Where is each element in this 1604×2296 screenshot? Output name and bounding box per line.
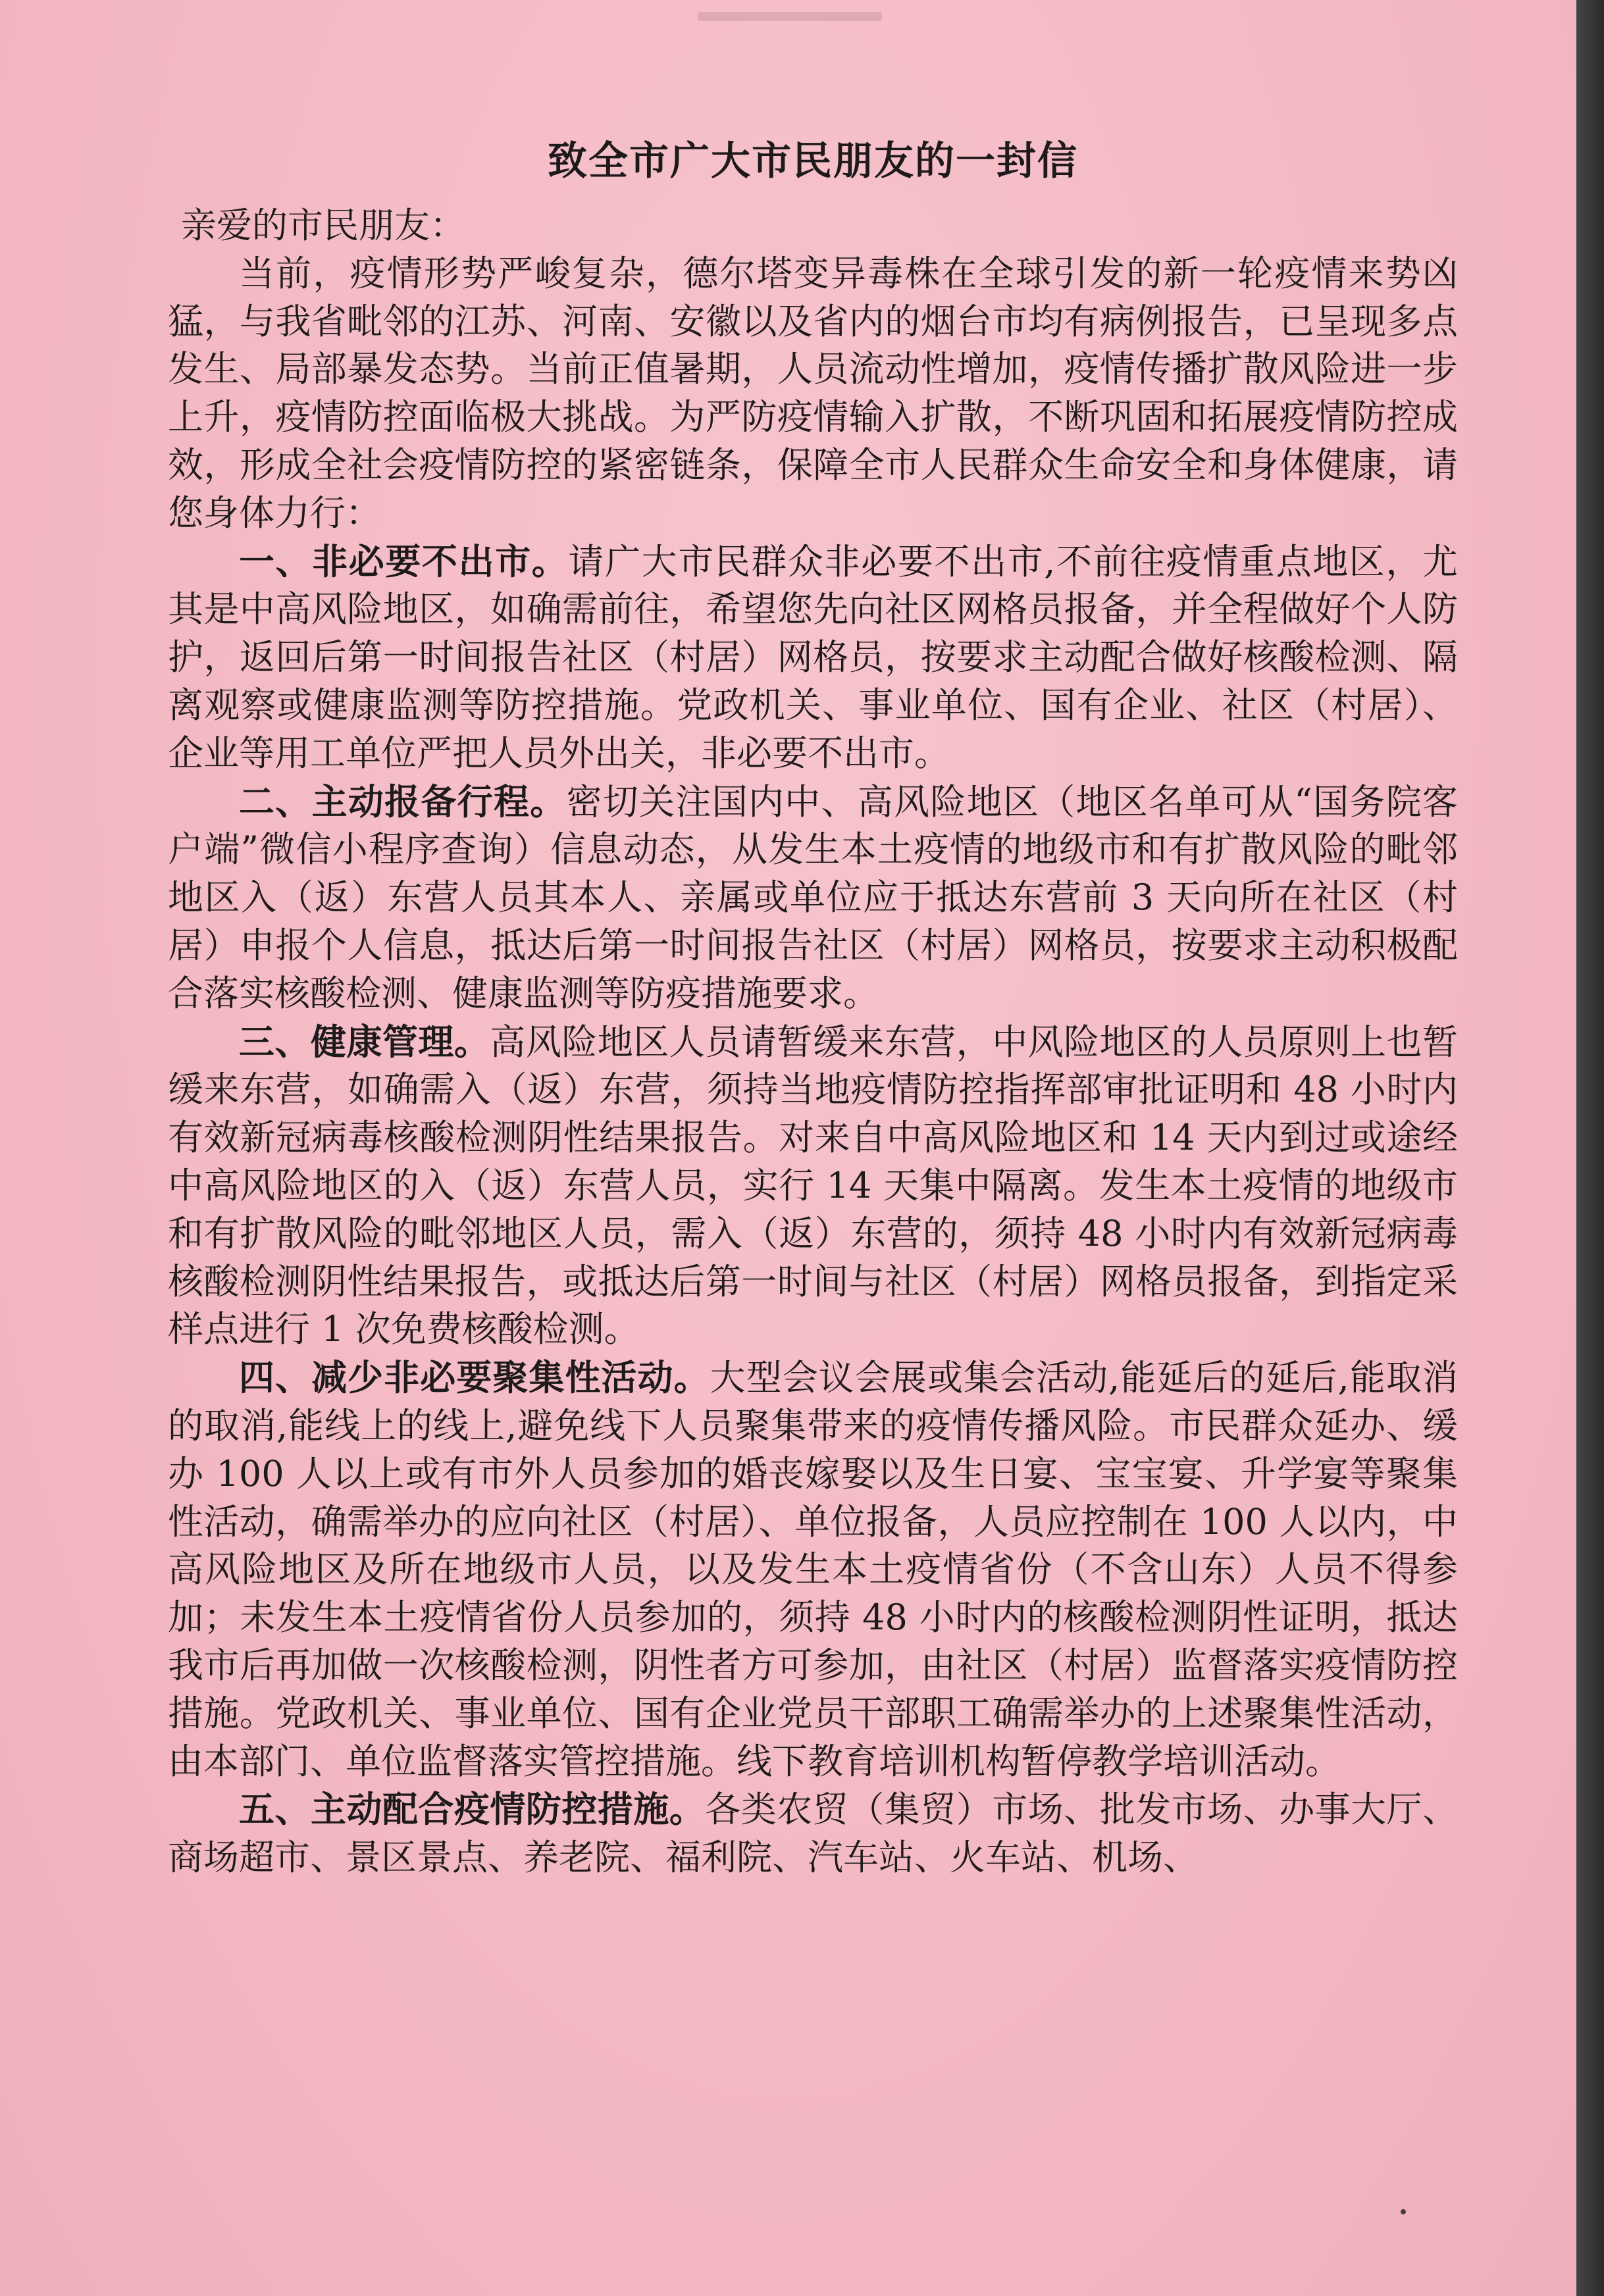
section-1-body: 请广大市民群众非必要不出市,不前往疫情重点地区，尤其是中高风险地区，如确需前往，希望您先向社区网格员报备，并全程做好个人防护，返回后第一时间报告社区（村居）网格员，按要求主动配合做好核酸检测、隔离观察或健康监测等防控措施。党政机关、事业单位、国有企业、社区（村居）、企业等用工单位严把人员外出关，非必要不出市。 bbox=[168, 540, 1459, 774]
section-4 bbox=[168, 1354, 1458, 1785]
section-3-heading: 三、健康管理。 bbox=[239, 1020, 490, 1063]
section-2-body: 密切关注国内中、高风险地区（地区名单可从“国务院客户端”微信小程序查询）信息动态，从发生本土疫情的地级市和有扩散风险的毗邻地区入（返）东营人员其本人、亲属或单位应于抵达东营前 3 天向所在社区（村居）申报个人信息，抵达后第一时间报告社区（村居）网格员，按要求主动积极配合落实核酸检测、健康监测等防疫措施要求。 bbox=[168, 780, 1458, 1014]
top-smudge bbox=[698, 12, 882, 21]
section-3 bbox=[168, 1018, 1458, 1354]
letter-body bbox=[168, 128, 1458, 1882]
section-4-heading: 四、减少非必要聚集性活动。 bbox=[239, 1356, 710, 1399]
section-1 bbox=[168, 538, 1458, 778]
section-1-heading: 一、非必要不出市。 bbox=[239, 540, 569, 582]
background-edge bbox=[1576, 0, 1604, 2296]
section-3-body: 高风险地区人员请暂缓来东营，中风险地区的人员原则上也暂缓来东营，如确需入（返）东营，须持当地疫情防控指挥部审批证明和 48 小时内有效新冠病毒核酸检测阴性结果报告。对来自中高风险地区和 14 天内到过或途经中高风险地区的入（返）东营人员，实行 14 天集中隔离。发生本土疫情的地级市和有扩散风险的毗邻地区人员，需入（返）东营的，须持 48 小时内有效新冠病毒核酸检测阴性结果报告，或抵达后第一时间与社区（村居）网格员报备，到指定采样点进行 1 次免费核酸检测。 bbox=[168, 1021, 1459, 1350]
letter-title: 致全市广大市民朋友的一封信 bbox=[548, 138, 1078, 184]
section-5-heading: 五、主动配合疫情防控措施。 bbox=[239, 1788, 706, 1831]
section-5-body: 各类农贸（集贸）市场、批发市场、办事大厅、商场超市、景区景点、养老院、福利院、汽车站、火车站、机场、 bbox=[168, 1789, 1459, 1879]
section-4-body: 大型会议会展或集会活动,能延后的延后,能取消的取消,能线上的线上,避免线下人员聚集带来的疫情传播风险。市民群众延办、缓办 100 人以上或有市外人员参加的婚丧嫁娶以及生日宴、宝宝宴、升学宴等聚集性活动，确需举办的应向社区（村居）、单位报备，人员应控制在 100 人以内，中高风险地区及所在地级市人员，以及发生本土疫情省份（不含山东）人员不得参加；未发生本土疫情省份人员参加的，须持 48 小时内的核酸检测阴性证明，抵达我市后再加做一次核酸检测，阴性者方可参加，由社区（村居）监督落实疫情防控措施。党政机关、事业单位、国有企业党员干部职工确需举办的上述聚集性活动，由本部门、单位监督落实管控措施。线下教育培训机构暂停教学培训活动。 bbox=[168, 1357, 1458, 1782]
section-5 bbox=[168, 1785, 1458, 1882]
ink-dot bbox=[1401, 2209, 1406, 2214]
salutation: 亲爱的市民朋友： bbox=[181, 205, 465, 246]
section-2 bbox=[168, 778, 1458, 1018]
section-2-heading: 二、主动报备行程。 bbox=[239, 780, 567, 823]
intro-paragraph: 当前，疫情形势严峻复杂，德尔塔变异毒株在全球引发的新一轮疫情来势凶猛，与我省毗邻的江苏、河南、安徽以及省内的烟台市均有病例报告，已呈现多点发生、局部暴发态势。当前正值暑期，人员流动性增加，疫情传播扩散风险进一步上升，疫情防控面临极大挑战。为严防疫情输入扩散，不断巩固和拓展疫情防控成效，形成全社会疫情防控的紧密链条，保障全市人民群众生命安全和身体健康，请您身体力行： bbox=[168, 252, 1458, 534]
